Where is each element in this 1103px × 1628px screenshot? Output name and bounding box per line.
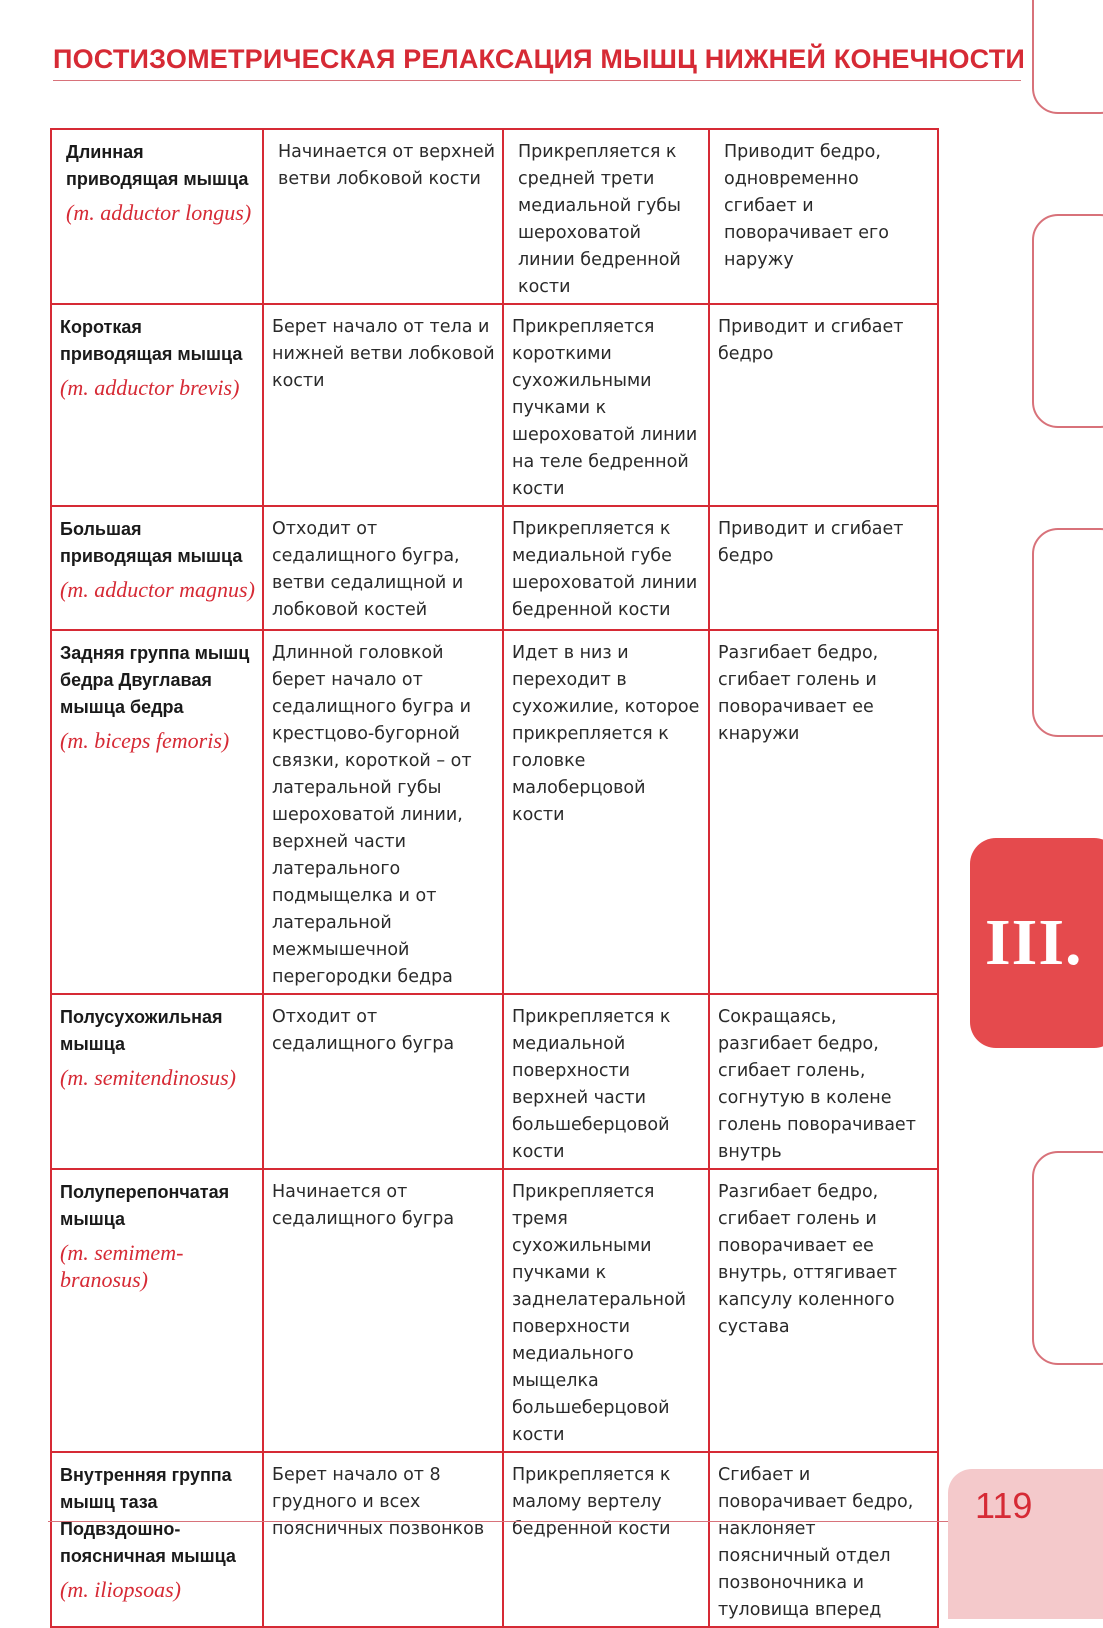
table-row [51, 129, 938, 304]
page-number: 119 [975, 1485, 1033, 1526]
side-tab-4 [1032, 1151, 1103, 1365]
muscle-cell [51, 506, 263, 630]
origin-cell: Начинается от седалищного бугра [263, 1169, 503, 1452]
function-cell: Приводит бедро, одновременно сгибает и поворачивает его наружу [709, 129, 938, 304]
table-row [51, 304, 938, 506]
function-cell: Приводит и сгибает бедро [709, 506, 938, 630]
origin-cell: Берет начало от тела и нижней ветви лобковой кости [263, 304, 503, 506]
muscle-name: Короткая приводящая мышца [60, 317, 243, 364]
muscle-name: Внутренняя группа мышц таза Подвздошно-поясничная мышца [60, 1465, 236, 1566]
muscle-cell [51, 129, 263, 304]
insertion-cell: Прикрепляется к медиальной поверхности верхней части большеберцовой кости [503, 994, 709, 1169]
muscle-name: Задняя группа мышц бедра Двуглавая мышца бедра [60, 643, 250, 717]
function-cell: Разгибает бедро, сгибает голень и поворачивает ее кнаружи [709, 630, 938, 994]
insertion-cell: Прикрепляется тремя сухожильными пучками к заднелатеральной поверхности медиального мыщелка большеберцовой кости [503, 1169, 709, 1452]
side-tab-1 [1032, 0, 1103, 114]
insertion-cell: Прикрепляется короткими сухожильными пучками к шероховатой линии на теле бедренной кости [503, 304, 709, 506]
side-tab-3 [1032, 528, 1103, 737]
muscle-cell [51, 304, 263, 506]
muscle-latin-name: (m. adductor magnus) [60, 577, 255, 602]
muscle-cell [51, 994, 263, 1169]
function-cell: Разгибает бедро, сгибает голень и поворачивает ее внутрь, оттягивает капсулу коленного сустава [709, 1169, 938, 1452]
origin-cell: Отходит от седалищного бугра [263, 994, 503, 1169]
insertion-cell: Прикрепляется к медиальной губе шероховатой линии бедренной кости [503, 506, 709, 630]
side-tab-2 [1032, 214, 1103, 428]
muscle-name: Полуперепончатая мышца [60, 1182, 230, 1229]
origin-cell: Длинной головкой берет начало от седалищного бугра и крестцово-бугорной связки, короткой – от латеральной губы шероховатой линии, верхней части латерального подмыщелка и от латеральной межмышечной перегородки бедра [263, 630, 503, 994]
function-cell: Сокращаясь, разгибает бедро, сгибает голень, согнутую в колене голень поворачивает внутрь [709, 994, 938, 1169]
muscle-name: Большая приводящая мышца [60, 519, 243, 566]
insertion-cell: Прикрепляется к средней трети медиальной губы шероховатой линии бедренной кости [503, 129, 709, 304]
insertion-cell: Прикрепляется к малому вертелу бедренной кости [503, 1452, 709, 1627]
muscle-cell [51, 630, 263, 994]
muscle-cell [51, 1452, 263, 1627]
origin-cell: Берет начало от 8 грудного и всех поясничных позвонков [263, 1452, 503, 1627]
table-row [51, 506, 938, 630]
origin-cell: Начинается от верхней ветви лобковой кости [263, 129, 503, 304]
function-cell: Сгибает и поворачивает бедро, наклоняет поясничный отдел позвоночника и туловища вперед [709, 1452, 938, 1627]
muscle-name: Полусухожильная мышца [60, 1007, 223, 1054]
muscle-name: Длинная приводящая мышца [66, 142, 249, 189]
muscle-table [50, 128, 939, 1628]
muscle-latin-name: (m. iliopsoas) [60, 1577, 181, 1602]
page-title: ПОСТИЗОМЕТРИЧЕСКАЯ РЕЛАКСАЦИЯ МЫШЦ НИЖНЕЙ КОНЕЧНОСТИ [53, 44, 1025, 74]
insertion-cell: Идет в низ и переходит в сухожилие, которое прикрепляется к головке малоберцовой кости [503, 630, 709, 994]
muscle-latin-name: (m. biceps femoris) [60, 728, 230, 753]
footer-divider [48, 1521, 948, 1522]
function-cell: Приводит и сгибает бедро [709, 304, 938, 506]
muscle-latin-name: (m. semitendinosus) [60, 1065, 236, 1090]
muscle-latin-name: (m. adductor longus) [66, 200, 252, 225]
table-row [51, 994, 938, 1169]
muscle-latin-name: (m. adductor brevis) [60, 375, 240, 400]
title-divider [53, 80, 1021, 81]
table-row [51, 1169, 938, 1452]
muscle-cell [51, 1169, 263, 1452]
table-row [51, 1452, 938, 1627]
muscle-latin-name: (m. semimem-branosus) [60, 1240, 184, 1292]
chapter-label: III. [985, 906, 1083, 979]
table-row [51, 630, 938, 994]
origin-cell: Отходит от седалищного бугра, ветви седалищной и лобковой костей [263, 506, 503, 630]
